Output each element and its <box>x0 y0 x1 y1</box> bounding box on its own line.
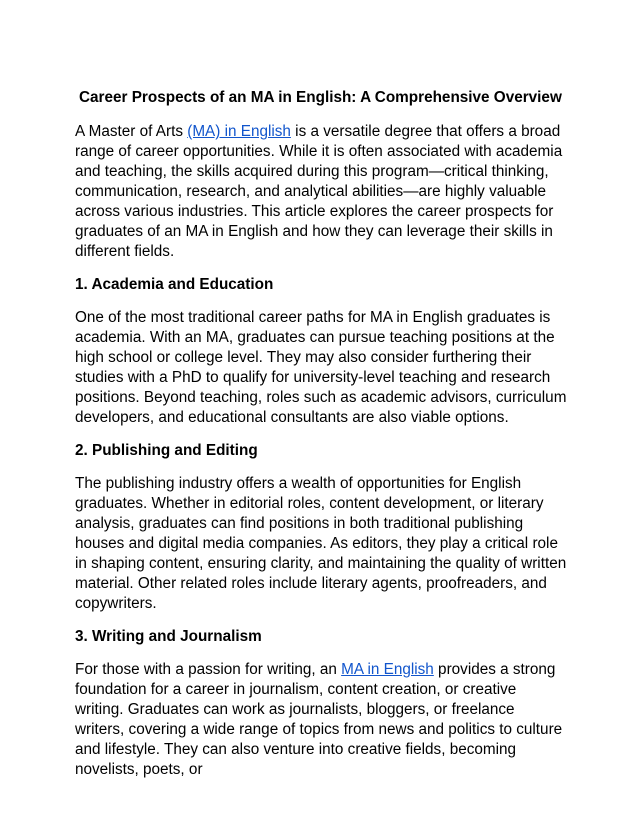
ma-in-english-link-2[interactable]: MA in English <box>341 661 434 678</box>
document-page <box>75 88 567 793</box>
ma-in-english-link[interactable]: (MA) in English <box>187 123 291 140</box>
section-heading-writing: 3. Writing and Journalism <box>75 628 262 645</box>
intro-text-after-link: is a versatile degree that offers a broad range of career opportunities. While it is often associated with academia and teaching, the skills acquired during this program—critical thinking, communication, research, and analytical abilities—are highly valuable across various industries. This article explores the career prospects for graduates of an MA in English and how they can leverage their skills in different fields. <box>75 123 563 260</box>
section-body-academia: One of the most traditional career paths for MA in English graduates is academia. With an MA, graduates can pursue teaching positions at the high school or college level. They may also consider furthering their studies with a PhD to qualify for university-level teaching and research positions. Beyond teaching, roles such as academic advisors, curriculum developers, and educational consultants are also viable options. <box>75 309 567 426</box>
intro-paragraph <box>75 122 567 262</box>
section-body-publishing: The publishing industry offers a wealth of opportunities for English graduates. Whether in editorial roles, content development, or literary analysis, graduates can find positions in both traditional publishing houses and digital media companies. As editors, they play a critical role in shaping content, ensuring clarity, and maintaining the quality of written material. Other related roles include literary agents, proofreaders, and copywriters. <box>75 475 567 612</box>
writing-text-before-link: For those with a passion for writing, an <box>75 661 342 678</box>
document-title: Career Prospects of an MA in English: A Comprehensive Overview <box>79 89 562 106</box>
intro-text-before-link: A Master of Arts <box>75 123 188 140</box>
section-heading-publishing: 2. Publishing and Editing <box>75 442 258 459</box>
section-heading-academia: 1. Academia and Education <box>75 276 274 293</box>
writing-text-after-link: provides a strong foundation for a career in journalism, content creation, or creative writing. Graduates can work as journalists, bloggers, or freelance writers, covering a wide range of topics from news and politics to culture and lifestyle. They can also venture into creative fields, becoming novelists, poets, or <box>75 661 563 778</box>
section-body-writing <box>75 660 567 780</box>
